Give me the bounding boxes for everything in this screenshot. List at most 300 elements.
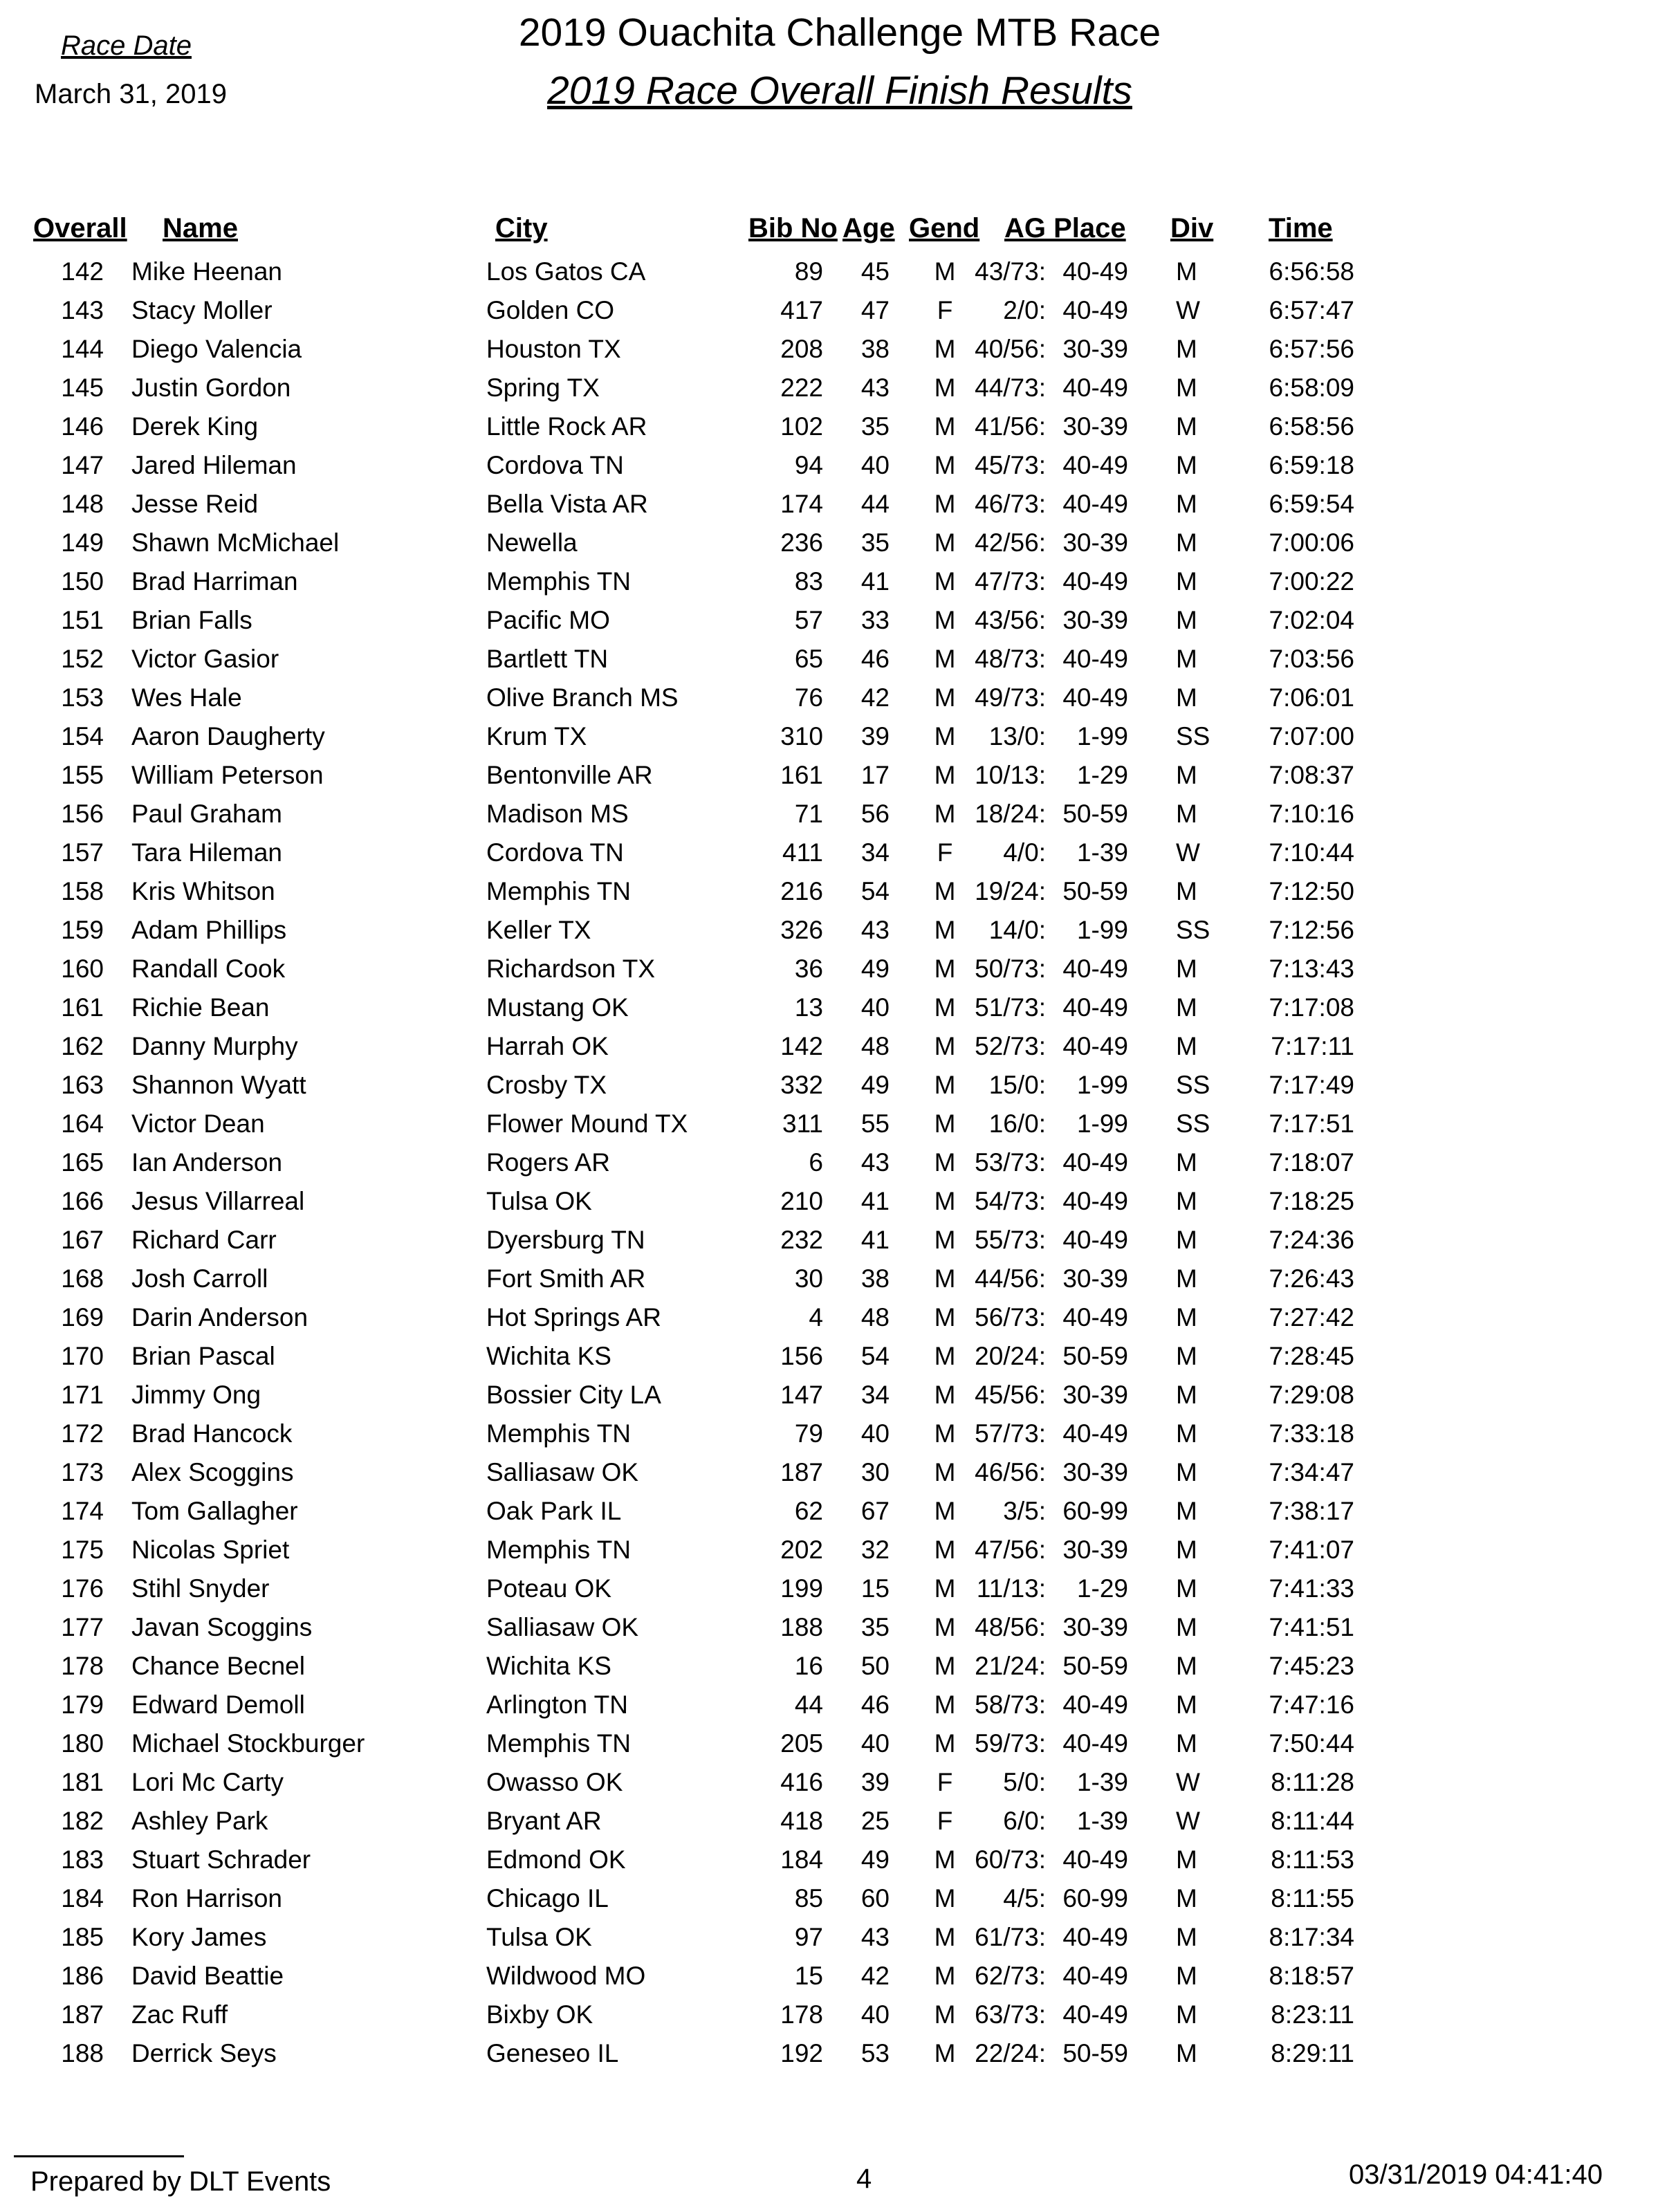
cell-overall: 167: [61, 1226, 104, 1254]
cell-div: M: [1176, 645, 1197, 673]
table-row: [0, 606, 1667, 645]
cell-time: 7:12:56: [1269, 916, 1354, 944]
cell-bib: 232: [780, 1226, 823, 1254]
cell-time: 7:10:44: [1269, 838, 1354, 867]
table-row: [0, 1884, 1667, 1923]
cell-city: Chicago IL: [486, 1884, 609, 1913]
table-row: [0, 1342, 1667, 1381]
cell-name: Kory James: [131, 1923, 267, 1951]
cell-city: Cordova TN: [486, 838, 624, 867]
cell-city: Salliasaw OK: [486, 1458, 639, 1486]
cell-overall: 157: [61, 838, 104, 867]
table-row: [0, 1574, 1667, 1613]
cell-city: Wichita KS: [486, 1652, 611, 1680]
cell-ag-range: 40-49: [1062, 1419, 1128, 1448]
cell-bib: 142: [780, 1032, 823, 1060]
cell-ag-range: 1-29: [1076, 1574, 1128, 1603]
table-row: [0, 645, 1667, 683]
cell-div: M: [1176, 1032, 1197, 1060]
cell-bib: 71: [794, 800, 823, 828]
cell-time: 7:17:51: [1269, 1109, 1354, 1138]
cell-ag-range: 1-39: [1076, 1807, 1128, 1835]
cell-ag-position: 4/5:: [1003, 1884, 1046, 1913]
cell-ag-position: 62/73:: [975, 1962, 1046, 1990]
cell-name: Richard Carr: [131, 1226, 277, 1254]
cell-ag-position: 6/0:: [1003, 1807, 1046, 1835]
cell-name: Jesus Villarreal: [131, 1187, 305, 1215]
cell-bib: 147: [780, 1381, 823, 1409]
cell-bib: 326: [780, 916, 823, 944]
cell-gend: M: [934, 800, 956, 828]
cell-overall: 160: [61, 955, 104, 983]
cell-ag-position: 53/73:: [975, 1148, 1046, 1177]
column-header-bib: Bib No: [748, 213, 838, 243]
cell-time: 7:41:33: [1269, 1574, 1354, 1603]
cell-gend: M: [934, 1884, 956, 1913]
cell-time: 7:41:07: [1269, 1536, 1354, 1564]
cell-ag-range: 1-99: [1076, 1071, 1128, 1099]
cell-age: 39: [860, 1768, 890, 1796]
cell-ag-position: 10/13:: [975, 761, 1046, 789]
table-row: [0, 1845, 1667, 1884]
cell-name: Derrick Seys: [131, 2039, 277, 2067]
cell-gend: M: [934, 1109, 956, 1138]
cell-overall: 163: [61, 1071, 104, 1099]
cell-bib: 205: [780, 1729, 823, 1758]
cell-ag-range: 50-59: [1062, 800, 1128, 828]
cell-age: 40: [860, 1729, 890, 1758]
column-header-ag-place: AG Place: [1004, 213, 1126, 243]
cell-name: Justin Gordon: [131, 374, 291, 402]
cell-gend: M: [934, 1264, 956, 1293]
cell-bib: 36: [794, 955, 823, 983]
cell-city: Oak Park IL: [486, 1497, 622, 1525]
cell-name: Jesse Reid: [131, 490, 259, 518]
footer-prepared-by: Prepared by DLT Events: [30, 2166, 331, 2197]
cell-div: M: [1176, 1187, 1197, 1215]
cell-age: 17: [860, 761, 890, 789]
cell-time: 7:34:47: [1269, 1458, 1354, 1486]
cell-age: 35: [860, 1613, 890, 1641]
cell-bib: 417: [780, 296, 823, 324]
cell-ag-position: 4/0:: [1003, 838, 1046, 867]
cell-city: Tulsa OK: [486, 1923, 592, 1951]
table-row: [0, 955, 1667, 993]
cell-name: Stuart Schrader: [131, 1845, 311, 1874]
table-row: [0, 2000, 1667, 2039]
cell-name: Derek King: [131, 412, 259, 441]
cell-bib: 102: [780, 412, 823, 441]
cell-name: Ashley Park: [131, 1807, 268, 1835]
cell-name: Aaron Daugherty: [131, 722, 325, 750]
cell-time: 6:59:54: [1269, 490, 1354, 518]
cell-overall: 186: [61, 1962, 104, 1990]
cell-bib: 15: [794, 1962, 823, 1990]
cell-name: Ron Harrison: [131, 1884, 282, 1913]
cell-age: 48: [860, 1032, 890, 1060]
cell-ag-range: 50-59: [1062, 1652, 1128, 1680]
page-title: 2019 Ouachita Challenge MTB Race: [518, 10, 1161, 55]
table-row: [0, 374, 1667, 412]
cell-div: SS: [1176, 722, 1210, 750]
cell-city: Olive Branch MS: [486, 683, 679, 712]
table-row: [0, 683, 1667, 722]
cell-name: Randall Cook: [131, 955, 286, 983]
table-row: [0, 490, 1667, 528]
cell-city: Keller TX: [486, 916, 591, 944]
cell-div: M: [1176, 1303, 1197, 1331]
cell-overall: 149: [61, 528, 104, 557]
cell-time: 8:11:53: [1271, 1845, 1354, 1874]
cell-ag-range: 1-99: [1076, 722, 1128, 750]
cell-gend: M: [934, 528, 956, 557]
cell-gend: M: [934, 1574, 956, 1603]
cell-name: Jared Hileman: [131, 451, 297, 479]
cell-time: 8:11:44: [1271, 1807, 1354, 1835]
cell-time: 7:26:43: [1269, 1264, 1354, 1293]
cell-bib: 76: [794, 683, 823, 712]
cell-ag-range: 40-49: [1062, 257, 1128, 286]
cell-gend: M: [934, 1690, 956, 1719]
cell-name: Tara Hileman: [131, 838, 282, 867]
cell-ag-range: 40-49: [1062, 955, 1128, 983]
table-row: [0, 296, 1667, 335]
cell-div: M: [1176, 955, 1197, 983]
cell-ag-range: 40-49: [1062, 683, 1128, 712]
cell-overall: 150: [61, 567, 104, 596]
race-date-label: Race Date: [61, 30, 192, 61]
cell-age: 67: [860, 1497, 890, 1525]
cell-gend: M: [934, 1303, 956, 1331]
cell-gend: M: [934, 761, 956, 789]
cell-div: M: [1176, 528, 1197, 557]
cell-bib: 310: [780, 722, 823, 750]
race-date-value: March 31, 2019: [35, 79, 227, 109]
table-row: [0, 1613, 1667, 1652]
cell-overall: 176: [61, 1574, 104, 1603]
cell-gend: M: [934, 1381, 956, 1409]
cell-city: Newella: [486, 528, 578, 557]
cell-ag-position: 45/73:: [975, 451, 1046, 479]
cell-time: 7:24:36: [1269, 1226, 1354, 1254]
cell-city: Spring TX: [486, 374, 600, 402]
table-row: [0, 335, 1667, 374]
cell-city: Cordova TN: [486, 451, 624, 479]
cell-time: 7:27:42: [1269, 1303, 1354, 1331]
page-subtitle: 2019 Race Overall Finish Results: [547, 68, 1132, 113]
cell-ag-position: 15/0:: [988, 1071, 1046, 1099]
cell-overall: 169: [61, 1303, 104, 1331]
cell-div: M: [1176, 1342, 1197, 1370]
cell-name: Ian Anderson: [131, 1148, 283, 1177]
cell-ag-position: 2/0:: [1003, 296, 1046, 324]
cell-age: 43: [860, 916, 890, 944]
cell-age: 25: [860, 1807, 890, 1835]
cell-city: Mustang OK: [486, 993, 629, 1022]
cell-div: M: [1176, 1536, 1197, 1564]
cell-name: Victor Gasior: [131, 645, 279, 673]
cell-gend: M: [934, 335, 956, 363]
cell-name: Danny Murphy: [131, 1032, 298, 1060]
column-header-gend: Gend: [909, 213, 980, 243]
cell-overall: 156: [61, 800, 104, 828]
cell-overall: 147: [61, 451, 104, 479]
cell-bib: 4: [809, 1303, 823, 1331]
column-header-time: Time: [1269, 213, 1333, 243]
cell-bib: 161: [780, 761, 823, 789]
cell-age: 38: [860, 335, 890, 363]
cell-ag-position: 49/73:: [975, 683, 1046, 712]
cell-age: 41: [860, 1187, 890, 1215]
cell-time: 8:17:34: [1269, 1923, 1354, 1951]
cell-ag-range: 40-49: [1062, 1690, 1128, 1719]
cell-div: W: [1176, 838, 1200, 867]
cell-ag-range: 60-99: [1062, 1884, 1128, 1913]
cell-ag-range: 40-49: [1062, 1962, 1128, 1990]
cell-ag-position: 40/56:: [975, 335, 1046, 363]
table-row: [0, 1381, 1667, 1419]
table-row: [0, 528, 1667, 567]
cell-ag-position: 43/56:: [975, 606, 1046, 634]
cell-name: Brian Falls: [131, 606, 252, 634]
cell-div: M: [1176, 761, 1197, 789]
cell-bib: 222: [780, 374, 823, 402]
cell-ag-range: 1-29: [1076, 761, 1128, 789]
table-row: [0, 2039, 1667, 2078]
cell-overall: 168: [61, 1264, 104, 1293]
cell-bib: 311: [782, 1109, 823, 1138]
cell-age: 60: [860, 1884, 890, 1913]
cell-div: M: [1176, 1226, 1197, 1254]
cell-gend: M: [934, 916, 956, 944]
cell-ag-range: 40-49: [1062, 993, 1128, 1022]
cell-time: 7:45:23: [1269, 1652, 1354, 1680]
cell-overall: 165: [61, 1148, 104, 1177]
cell-age: 15: [860, 1574, 890, 1603]
cell-city: Los Gatos CA: [486, 257, 646, 286]
cell-div: M: [1176, 1613, 1197, 1641]
cell-bib: 192: [780, 2039, 823, 2067]
cell-div: SS: [1176, 1071, 1210, 1099]
cell-bib: 332: [780, 1071, 823, 1099]
cell-div: M: [1176, 1729, 1197, 1758]
cell-div: M: [1176, 257, 1197, 286]
table-row: [0, 1690, 1667, 1729]
cell-div: M: [1176, 567, 1197, 596]
cell-ag-range: 30-39: [1062, 412, 1128, 441]
cell-overall: 178: [61, 1652, 104, 1680]
cell-age: 38: [860, 1264, 890, 1293]
table-row: [0, 761, 1667, 800]
cell-city: Houston TX: [486, 335, 621, 363]
cell-div: M: [1176, 1652, 1197, 1680]
cell-ag-range: 30-39: [1062, 1536, 1128, 1564]
cell-city: Bartlett TN: [486, 645, 609, 673]
cell-name: Stacy Moller: [131, 296, 273, 324]
cell-ag-range: 40-49: [1062, 374, 1128, 402]
cell-bib: 85: [794, 1884, 823, 1913]
cell-gend: M: [934, 1226, 956, 1254]
table-row: [0, 1264, 1667, 1303]
cell-ag-position: 59/73:: [975, 1729, 1046, 1758]
cell-name: Jimmy Ong: [131, 1381, 261, 1409]
table-row: [0, 1807, 1667, 1845]
cell-bib: 79: [794, 1419, 823, 1448]
cell-bib: 62: [794, 1497, 823, 1525]
cell-city: Golden CO: [486, 296, 615, 324]
cell-time: 8:11:28: [1271, 1768, 1354, 1796]
cell-gend: M: [934, 993, 956, 1022]
cell-ag-position: 5/0:: [1003, 1768, 1046, 1796]
table-row: [0, 1962, 1667, 2000]
cell-ag-range: 1-39: [1076, 838, 1128, 867]
cell-overall: 183: [61, 1845, 104, 1874]
cell-overall: 180: [61, 1729, 104, 1758]
cell-age: 40: [860, 451, 890, 479]
cell-ag-position: 13/0:: [988, 722, 1046, 750]
cell-bib: 178: [780, 2000, 823, 2029]
cell-ag-range: 40-49: [1062, 645, 1128, 673]
cell-name: Stihl Snyder: [131, 1574, 270, 1603]
cell-time: 8:18:57: [1269, 1962, 1354, 1990]
cell-ag-range: 50-59: [1062, 2039, 1128, 2067]
cell-city: Bossier City LA: [486, 1381, 661, 1409]
cell-div: W: [1176, 1768, 1200, 1796]
cell-bib: 97: [794, 1923, 823, 1951]
cell-time: 7:00:06: [1269, 528, 1354, 557]
cell-age: 56: [860, 800, 890, 828]
cell-overall: 145: [61, 374, 104, 402]
cell-ag-position: 43/73:: [975, 257, 1046, 286]
cell-gend: F: [937, 838, 953, 867]
cell-ag-position: 51/73:: [975, 993, 1046, 1022]
table-row: [0, 916, 1667, 955]
cell-time: 7:00:22: [1269, 567, 1354, 596]
cell-div: W: [1176, 1807, 1200, 1835]
cell-ag-range: 40-49: [1062, 1148, 1128, 1177]
cell-div: M: [1176, 1884, 1197, 1913]
cell-ag-position: 47/73:: [975, 567, 1046, 596]
cell-age: 55: [860, 1109, 890, 1138]
cell-age: 32: [860, 1536, 890, 1564]
cell-age: 43: [860, 374, 890, 402]
cell-ag-position: 47/56:: [975, 1536, 1046, 1564]
cell-name: David Beattie: [131, 1962, 284, 1990]
cell-ag-position: 44/56:: [975, 1264, 1046, 1293]
table-row: [0, 567, 1667, 606]
cell-bib: 83: [794, 567, 823, 596]
cell-name: Josh Carroll: [131, 1264, 268, 1293]
cell-gend: M: [934, 955, 956, 983]
cell-age: 40: [860, 993, 890, 1022]
cell-bib: 44: [794, 1690, 823, 1719]
cell-ag-range: 30-39: [1062, 335, 1128, 363]
cell-age: 49: [860, 1845, 890, 1874]
cell-name: Shawn McMichael: [131, 528, 340, 557]
table-row: [0, 800, 1667, 838]
cell-city: Flower Mound TX: [486, 1109, 688, 1138]
cell-gend: M: [934, 1536, 956, 1564]
cell-bib: 94: [794, 451, 823, 479]
results-table: [0, 257, 1667, 2078]
cell-age: 53: [860, 2039, 890, 2067]
cell-city: Little Rock AR: [486, 412, 647, 441]
cell-name: Lori Mc Carty: [131, 1768, 284, 1796]
cell-time: 7:07:00: [1269, 722, 1354, 750]
cell-ag-range: 1-99: [1076, 1109, 1128, 1138]
cell-ag-position: 56/73:: [975, 1303, 1046, 1331]
cell-bib: 57: [794, 606, 823, 634]
table-row: [0, 1071, 1667, 1109]
cell-ag-position: 63/73:: [975, 2000, 1046, 2029]
cell-div: M: [1176, 412, 1197, 441]
cell-ag-position: 54/73:: [975, 1187, 1046, 1215]
cell-name: Alex Scoggins: [131, 1458, 294, 1486]
table-row: [0, 877, 1667, 916]
cell-overall: 171: [61, 1381, 104, 1409]
cell-ag-range: 40-49: [1062, 2000, 1128, 2029]
cell-age: 33: [860, 606, 890, 634]
cell-div: M: [1176, 877, 1197, 905]
cell-city: Pacific MO: [486, 606, 610, 634]
cell-city: Dyersburg TN: [486, 1226, 645, 1254]
column-header-overall: Overall: [33, 213, 127, 243]
cell-gend: M: [934, 683, 956, 712]
cell-age: 35: [860, 412, 890, 441]
cell-time: 7:33:18: [1269, 1419, 1354, 1448]
cell-ag-position: 3/5:: [1003, 1497, 1046, 1525]
cell-overall: 164: [61, 1109, 104, 1138]
cell-ag-position: 14/0:: [988, 916, 1046, 944]
cell-age: 54: [860, 877, 890, 905]
cell-age: 46: [860, 1690, 890, 1719]
cell-time: 6:57:47: [1269, 296, 1354, 324]
cell-time: 7:18:25: [1269, 1187, 1354, 1215]
cell-ag-range: 40-49: [1062, 296, 1128, 324]
cell-bib: 208: [780, 335, 823, 363]
cell-overall: 172: [61, 1419, 104, 1448]
cell-ag-position: 58/73:: [975, 1690, 1046, 1719]
cell-age: 44: [860, 490, 890, 518]
column-header-city: City: [495, 213, 548, 243]
cell-ag-range: 40-49: [1062, 567, 1128, 596]
cell-time: 7:17:08: [1269, 993, 1354, 1022]
cell-city: Richardson TX: [486, 955, 656, 983]
cell-name: Richie Bean: [131, 993, 270, 1022]
cell-ag-range: 40-49: [1062, 1187, 1128, 1215]
cell-name: Michael Stockburger: [131, 1729, 365, 1758]
column-header-age: Age: [842, 213, 895, 243]
table-row: [0, 1109, 1667, 1148]
footer-divider: [14, 2155, 184, 2157]
cell-gend: M: [934, 1419, 956, 1448]
table-row: [0, 257, 1667, 296]
cell-bib: 210: [780, 1187, 823, 1215]
cell-overall: 159: [61, 916, 104, 944]
cell-gend: M: [934, 1923, 956, 1951]
cell-time: 7:17:49: [1269, 1071, 1354, 1099]
cell-age: 42: [860, 1962, 890, 1990]
cell-overall: 144: [61, 335, 104, 363]
cell-gend: M: [934, 490, 956, 518]
cell-gend: F: [937, 1768, 953, 1796]
cell-age: 49: [860, 1071, 890, 1099]
table-row: [0, 451, 1667, 490]
cell-ag-position: 44/73:: [975, 374, 1046, 402]
cell-city: Memphis TN: [486, 1419, 632, 1448]
cell-time: 7:12:50: [1269, 877, 1354, 905]
cell-time: 7:06:01: [1269, 683, 1354, 712]
